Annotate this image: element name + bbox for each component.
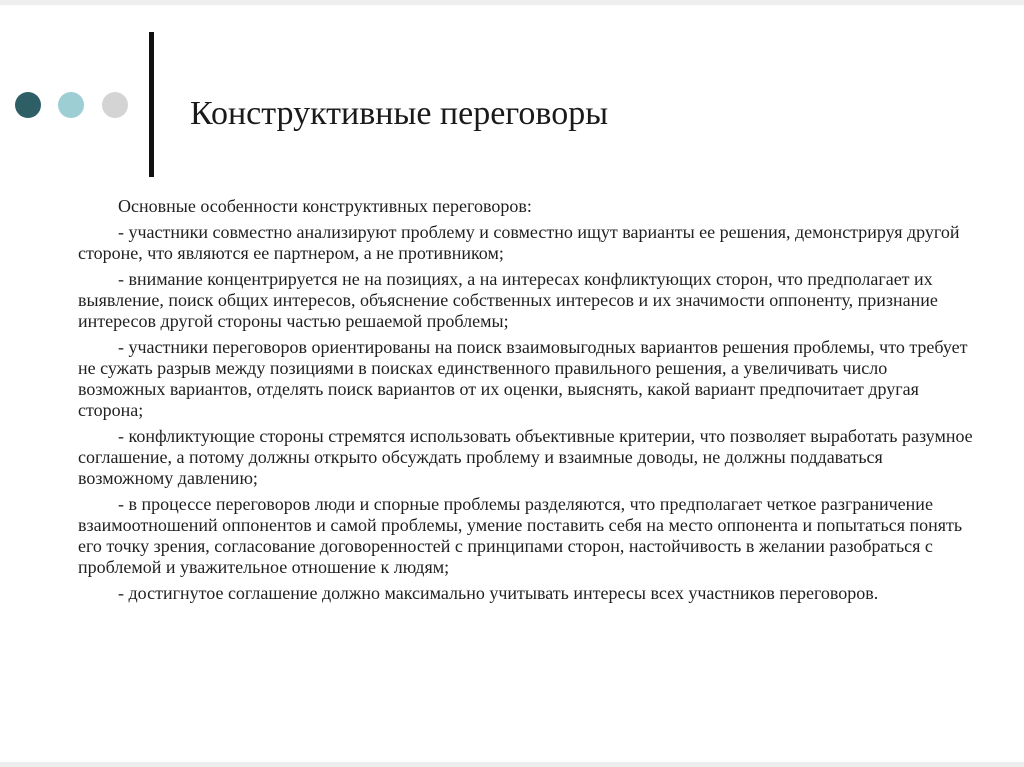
slide-body xyxy=(78,196,978,609)
body-point-5: - в процессе переговоров люди и спорные проблемы разделяются, что предполагает четкое разграничение взаимоотношений оппонентов и самой проблемы, умение поставить себя на место оппонента и попытаться понять его точку зрения, согласование договоренностей с принципами сторон, настойчивость в желании разобраться с проблемой и уважительное отношение к людям; xyxy=(78,494,963,577)
body-point-4: - конфликтующие стороны стремятся использовать объективные критерии, что позволяет выработать разумное соглашение, а потому должны открыто обсуждать проблему и взаимные доводы, не должны поддаваться возможному давлению; xyxy=(78,426,973,488)
decorative-dot-light-icon xyxy=(58,92,84,118)
body-intro: Основные особенности конструктивных переговоров: xyxy=(118,196,532,216)
slide-title: Конструктивные переговоры xyxy=(190,95,609,132)
body-point-6: - достигнутое соглашение должно максимально учитывать интересы всех участников переговоров. xyxy=(118,583,879,603)
slide-bottom-border xyxy=(0,762,1024,767)
body-point-1: - участники совместно анализируют проблему и совместно ищут варианты ее решения, демонстрируя другой стороне, что являются ее партнером, а не противником; xyxy=(78,222,960,263)
decorative-dot-dark-icon xyxy=(15,92,41,118)
slide-top-border xyxy=(0,0,1024,5)
body-point-2: - внимание концентрируется не на позициях, а на интересах конфликтующих сторон, что предполагает их выявление, поиск общих интересов, объяснение собственных интересов и их значимости оппоненту, признание интересов другой стороны частью решаемой проблемы; xyxy=(78,269,938,331)
decorative-dot-gray-icon xyxy=(102,92,128,118)
title-divider-line xyxy=(149,32,154,177)
body-point-3: - участники переговоров ориентированы на поиск взаимовыгодных вариантов решения проблемы, что требует не сужать разрыв между позициями в поисках единственного правильного решения, а увеличивать число возможных вариантов, отделять поиск вариантов от их оценки, выяснять, какой вариант предпочитает другая сторона; xyxy=(78,337,968,420)
